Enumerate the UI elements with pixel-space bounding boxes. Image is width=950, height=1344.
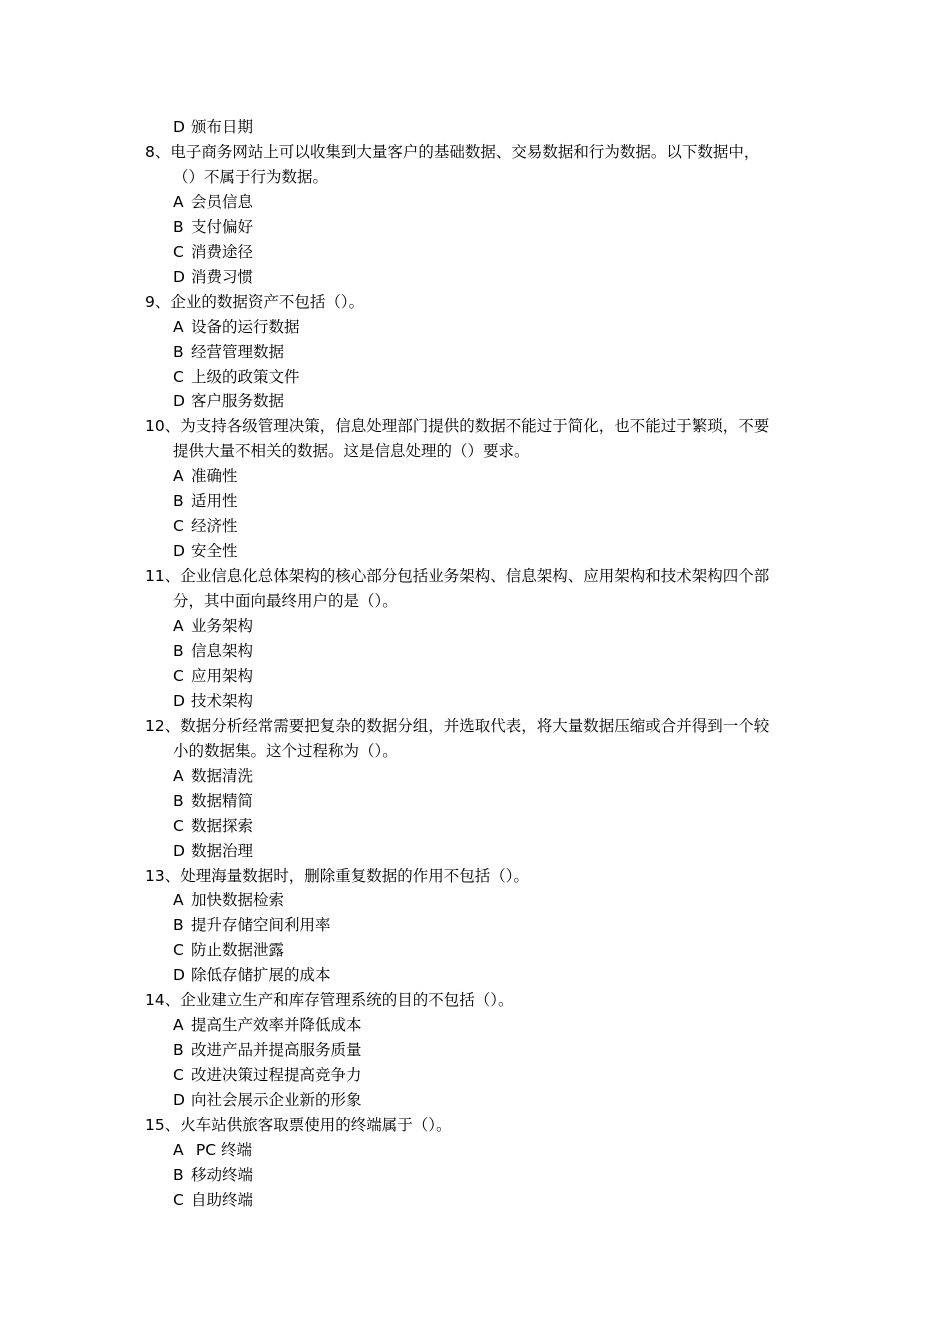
option-text: 移动终端 (191, 1165, 254, 1184)
option-text: 客户服务数据 (191, 392, 285, 411)
option-letter: A (173, 192, 184, 211)
option-letter: B (173, 342, 184, 361)
option-item (173, 315, 300, 340)
option-text: 改进决策过程提高竞争力 (191, 1066, 362, 1085)
option-letter: C (173, 367, 184, 386)
question-stem (145, 140, 810, 165)
option-item (173, 215, 253, 240)
option-item (173, 389, 284, 414)
option-item (173, 664, 253, 689)
option-letter: C (173, 242, 184, 261)
option-letter: C (173, 941, 184, 960)
option-letter: C (173, 517, 184, 536)
option-text: 颁布日期 (191, 118, 254, 136)
question-number: 11、 (145, 567, 181, 586)
option-letter: B (173, 791, 184, 810)
option-letter: C (173, 666, 184, 685)
option-text: 除低存储扩展的成本 (191, 966, 331, 985)
option-item (173, 814, 253, 839)
option-letter: D (173, 118, 185, 136)
option-letter: D (173, 392, 185, 411)
question-stem-continued: （）不属于行为数据。 (173, 167, 329, 186)
question-number: 10、 (145, 417, 181, 436)
question-number: 14、 (145, 991, 181, 1010)
option-letter: D (173, 841, 185, 860)
question-text: 数据分析经常需要把复杂的数据分组，并选取代表，将大量数据压缩或合并得到一个较 (180, 716, 770, 735)
option-item (173, 614, 253, 639)
option-text: 消费途径 (191, 242, 254, 261)
question-stem (145, 564, 810, 589)
option-text: 安全性 (191, 542, 238, 561)
option-text: 向社会展示企业新的形象 (191, 1091, 362, 1109)
option-item (173, 340, 284, 365)
option-item (173, 514, 238, 539)
option-item (173, 1138, 252, 1163)
option-item (173, 1163, 253, 1188)
question-number: 8、 (145, 142, 171, 161)
option-item (173, 464, 238, 489)
option-letter: A (173, 1140, 184, 1159)
option-text: 设备的运行数据 (191, 317, 300, 336)
option-text: 消费习惯 (191, 267, 254, 286)
option-item (173, 963, 331, 988)
option-item (173, 489, 238, 514)
option-letter: A (173, 617, 184, 635)
option-text: 准确性 (191, 467, 238, 486)
option-text: 上级的政策文件 (191, 367, 300, 386)
option-letter: B (173, 641, 184, 660)
question-text: 火车站供旅客取票使用的终端属于（）。 (180, 1116, 452, 1134)
option-item (173, 938, 284, 963)
question-number: 13、 (145, 866, 181, 885)
option-letter: B (173, 916, 184, 935)
option-item (173, 539, 238, 564)
option-letter: B (173, 492, 184, 511)
question-number: 9、 (145, 292, 171, 311)
question-number: 12、 (145, 716, 181, 735)
option-item (173, 190, 253, 215)
option-text: 数据探索 (191, 816, 254, 835)
question-text: 电子商务网站上可以收集到大量客户的基础数据、交易数据和行为数据。以下数据中， (170, 142, 760, 161)
option-letter: C (173, 1190, 184, 1209)
option-text: 提高生产效率并降低成本 (191, 1016, 362, 1035)
question-stem (145, 1113, 810, 1138)
option-item (173, 689, 253, 714)
option-text: 数据治理 (191, 841, 254, 860)
option-letter: B (173, 1165, 184, 1184)
option-item (173, 365, 300, 390)
option-letter: C (173, 1066, 184, 1085)
option-item (173, 240, 253, 265)
option-text: 加快数据检索 (191, 891, 285, 910)
question-stem-continued: 分，其中面向最终用户的是（）。 (173, 592, 398, 610)
question-stem (145, 714, 810, 739)
option-letter: B (173, 217, 184, 236)
option-letter: A (173, 467, 184, 486)
option-text: 业务架构 (191, 617, 254, 635)
question-text: 处理海量数据时，删除重复数据的作用不包括（）。 (180, 866, 529, 885)
option-letter: D (173, 691, 185, 710)
question-stem (145, 414, 810, 439)
option-item (173, 888, 284, 913)
question-stem-continued: 提供大量不相关的数据。这是信息处理的（）要求。 (173, 442, 530, 461)
option-item (173, 764, 253, 789)
option-text: 经营管理数据 (191, 342, 285, 361)
question-stem-continued: 小的数据集。这个过程称为（）。 (173, 741, 398, 760)
option-letter: D (173, 267, 185, 286)
option-letter: A (173, 317, 184, 336)
option-text: 自助终端 (191, 1190, 254, 1209)
option-item (173, 913, 331, 938)
option-item (173, 839, 253, 864)
option-letter: D (173, 1091, 185, 1109)
question-stem (145, 290, 810, 315)
option-item (173, 1013, 362, 1038)
question-stem (145, 988, 810, 1013)
question-number: 15、 (145, 1116, 181, 1134)
option-text: 信息架构 (191, 641, 254, 660)
question-text: 企业信息化总体架构的核心部分包括业务架构、信息架构、应用架构和技术架构四个部 (180, 567, 770, 586)
option-text: 经济性 (191, 517, 238, 536)
option-item (173, 1088, 362, 1113)
option-item (173, 1063, 362, 1088)
question-stem (145, 864, 810, 889)
question-text: 为支持各级管理决策，信息处理部门提供的数据不能过于简化，也不能过于繁琐，不要 (180, 417, 770, 436)
option-letter: A (173, 1016, 184, 1035)
option-item (173, 265, 253, 290)
option-text: 适用性 (191, 492, 238, 511)
option-text: 提升存储空间利用率 (191, 916, 331, 935)
option-letter: A (173, 891, 184, 910)
question-text: 企业的数据资产不包括（）。 (170, 292, 365, 311)
option-letter: B (173, 1041, 184, 1060)
option-text: 会员信息 (191, 192, 254, 211)
question-text: 企业建立生产和库存管理系统的目的不包括（）。 (180, 991, 514, 1010)
option-text: 改进产品并提高服务质量 (191, 1041, 362, 1060)
option-text: 支付偏好 (191, 217, 254, 236)
option-text: PC 终端 (191, 1140, 253, 1159)
option-text: 技术架构 (191, 691, 254, 710)
option-letter: A (173, 766, 184, 785)
option-text: 防止数据泄露 (191, 941, 285, 960)
option-item (173, 1188, 253, 1213)
option-item (173, 1038, 362, 1063)
option-item (173, 115, 253, 140)
option-item (173, 639, 253, 664)
option-text: 数据清洗 (191, 766, 254, 785)
option-text: 数据精简 (191, 791, 254, 810)
option-text: 应用架构 (191, 666, 254, 685)
option-letter: D (173, 966, 185, 985)
option-letter: D (173, 542, 185, 561)
option-item (173, 789, 253, 814)
option-letter: C (173, 816, 184, 835)
